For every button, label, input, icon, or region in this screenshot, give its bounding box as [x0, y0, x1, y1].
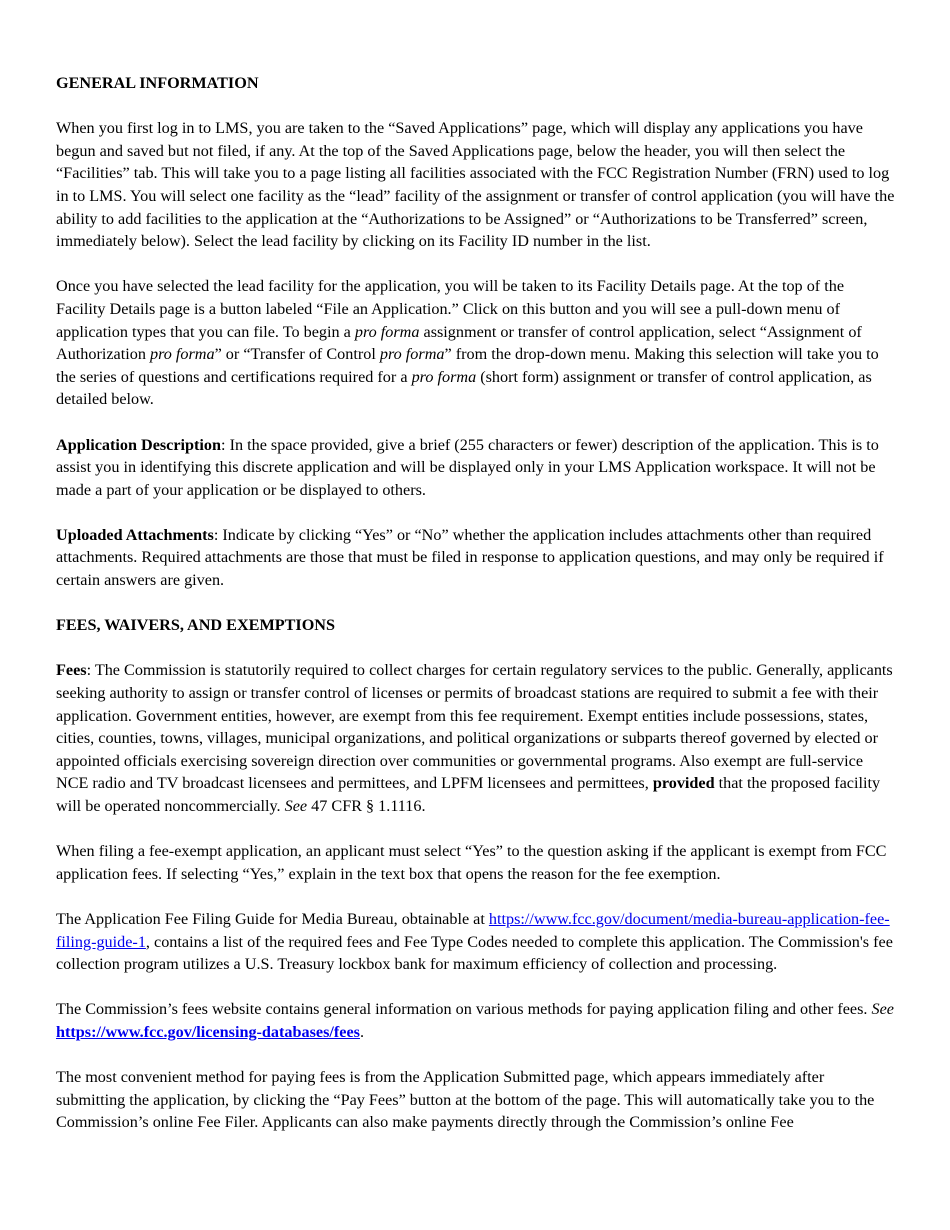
italic-see: See	[871, 1000, 894, 1019]
paragraph-application-description	[56, 434, 896, 502]
bold-link-text: https://www.fcc.gov/licensing-databases/fees	[56, 1022, 360, 1041]
text: ” from the drop-down menu. Making this selection will take you to the series of questions and certifications required for a	[56, 345, 879, 386]
label-application-description: Application Description	[56, 435, 222, 454]
italic-pro-forma: pro forma	[354, 322, 420, 341]
bold-provided: provided	[652, 774, 715, 793]
text: : Indicate by clicking “Yes” or “No” whether the application includes attachments other than required attachments. Required attachments are those that must be filed in response to application questions, and may only be required if certain answers are given.	[56, 525, 884, 590]
text: .	[359, 1022, 364, 1041]
italic-pro-forma: pro forma	[379, 345, 445, 364]
label-uploaded-attachments: Uploaded Attachments	[56, 525, 214, 544]
text: Once you have selected the lead facility for the application, you will be taken to its Facility Details page. At the top of the Facility Details page is a button labeled “File an Application.” Click on this button and you will see a pull-down menu of application types that you can file. To begin a	[56, 277, 845, 341]
heading-fees-waivers-exemptions: FEES, WAIVERS, AND EXEMPTIONS	[56, 616, 335, 635]
text: (short form) assignment or transfer of control application, as detailed below.	[56, 367, 872, 409]
paragraph-fees-website	[56, 998, 896, 1043]
paragraph-fees	[56, 659, 896, 817]
text: that the proposed facility will be operated noncommercially.	[56, 774, 881, 815]
paragraph-saved-applications: When you first log in to LMS, you are taken to the “Saved Applications” page, which will display any applications you have begun and saved but not filed, if any. At the top of the Saved Applications page, below the header, you will then select the “Facilities” tab. This will take you to a page listing all facilities associated with the FCC Registration Number (FRN) used to log in to LMS. You will select one facility as the “lead” facility of the assignment or transfer of control application (you will have the ability to add facilities to the application at the “Authorizations to be Assigned” or “Authorizations to be Transferred” screen, immediately below). Select the lead facility by clicking on its Facility ID number in the list.	[56, 119, 895, 251]
text: ” or “Transfer of Control	[214, 345, 380, 364]
paragraph-fee-filing-guide	[56, 908, 896, 976]
italic-pro-forma: pro forma	[411, 367, 477, 386]
italic-pro-forma: pro forma	[149, 345, 215, 364]
text: , contains a list of the required fees and Fee Type Codes needed to complete this application. The Commission's fee collection program utilizes a U.S. Treasury lockbox bank for maximum efficiency of collection and processing.	[56, 932, 893, 974]
text: : In the space provided, give a brief (255 characters or fewer) description of the application. This is to assist you in identifying this discrete application and will be displayed only in your LMS Application workspace. It will not be made a part of your application or be displayed to others.	[56, 435, 879, 499]
paragraph-fee-exempt: When filing a fee-exempt application, an applicant must select “Yes” to the question asking if the applicant is exempt from FCC application fees. If selecting “Yes,” explain in the text box that opens the reason for the fee exemption.	[56, 842, 887, 883]
label-fees: Fees	[56, 661, 87, 680]
heading-general-information: GENERAL INFORMATION	[56, 74, 259, 92]
paragraph-uploaded-attachments	[56, 524, 896, 592]
text: 47 CFR § 1.1116.	[307, 797, 426, 815]
link-fee-filing-guide[interactable]: https://www.fcc.gov/document/media-bureau-application-fee-filing-guide-1	[56, 909, 890, 951]
link-fees-website[interactable]	[56, 1023, 360, 1041]
text: The Commission’s fees website contains general information on various methods for paying application filing and other fees.	[56, 1000, 872, 1019]
paragraph-lead-facility	[56, 275, 896, 411]
text: assignment or transfer of control application, select “Assignment of Authorization	[56, 322, 862, 364]
italic-see: See	[284, 797, 308, 815]
text: : The Commission is statutorily required to collect charges for certain regulatory services to the public. Generally, applicants seeking authority to assign or transfer control of licenses or permits of broadcast stations are required to submit a fee with their application. Government entities, however, are exempt from this fee requirement. Exempt entities include possessions, states, cities, counties, towns, villages, municipal organizations, and political organizations or subparts thereof governed by elected or appointed officials exercising sovereign direction over communities or governmental programs. Also exempt are full-service NCE radio and TV broadcast licensees and permittees, and LPFM licensees and permittees,	[56, 661, 893, 793]
paragraph-paying-fees: The most convenient method for paying fees is from the Application Submitted page, which appears immediately after submitting the application, by clicking the “Pay Fees” button at the bottom of the page. This will automatically take you to the Commission’s online Fee Filer. Applicants can also make payments directly through the Commission’s online Fee	[56, 1068, 875, 1132]
text: The Application Fee Filing Guide for Media Bureau, obtainable at	[56, 909, 489, 928]
